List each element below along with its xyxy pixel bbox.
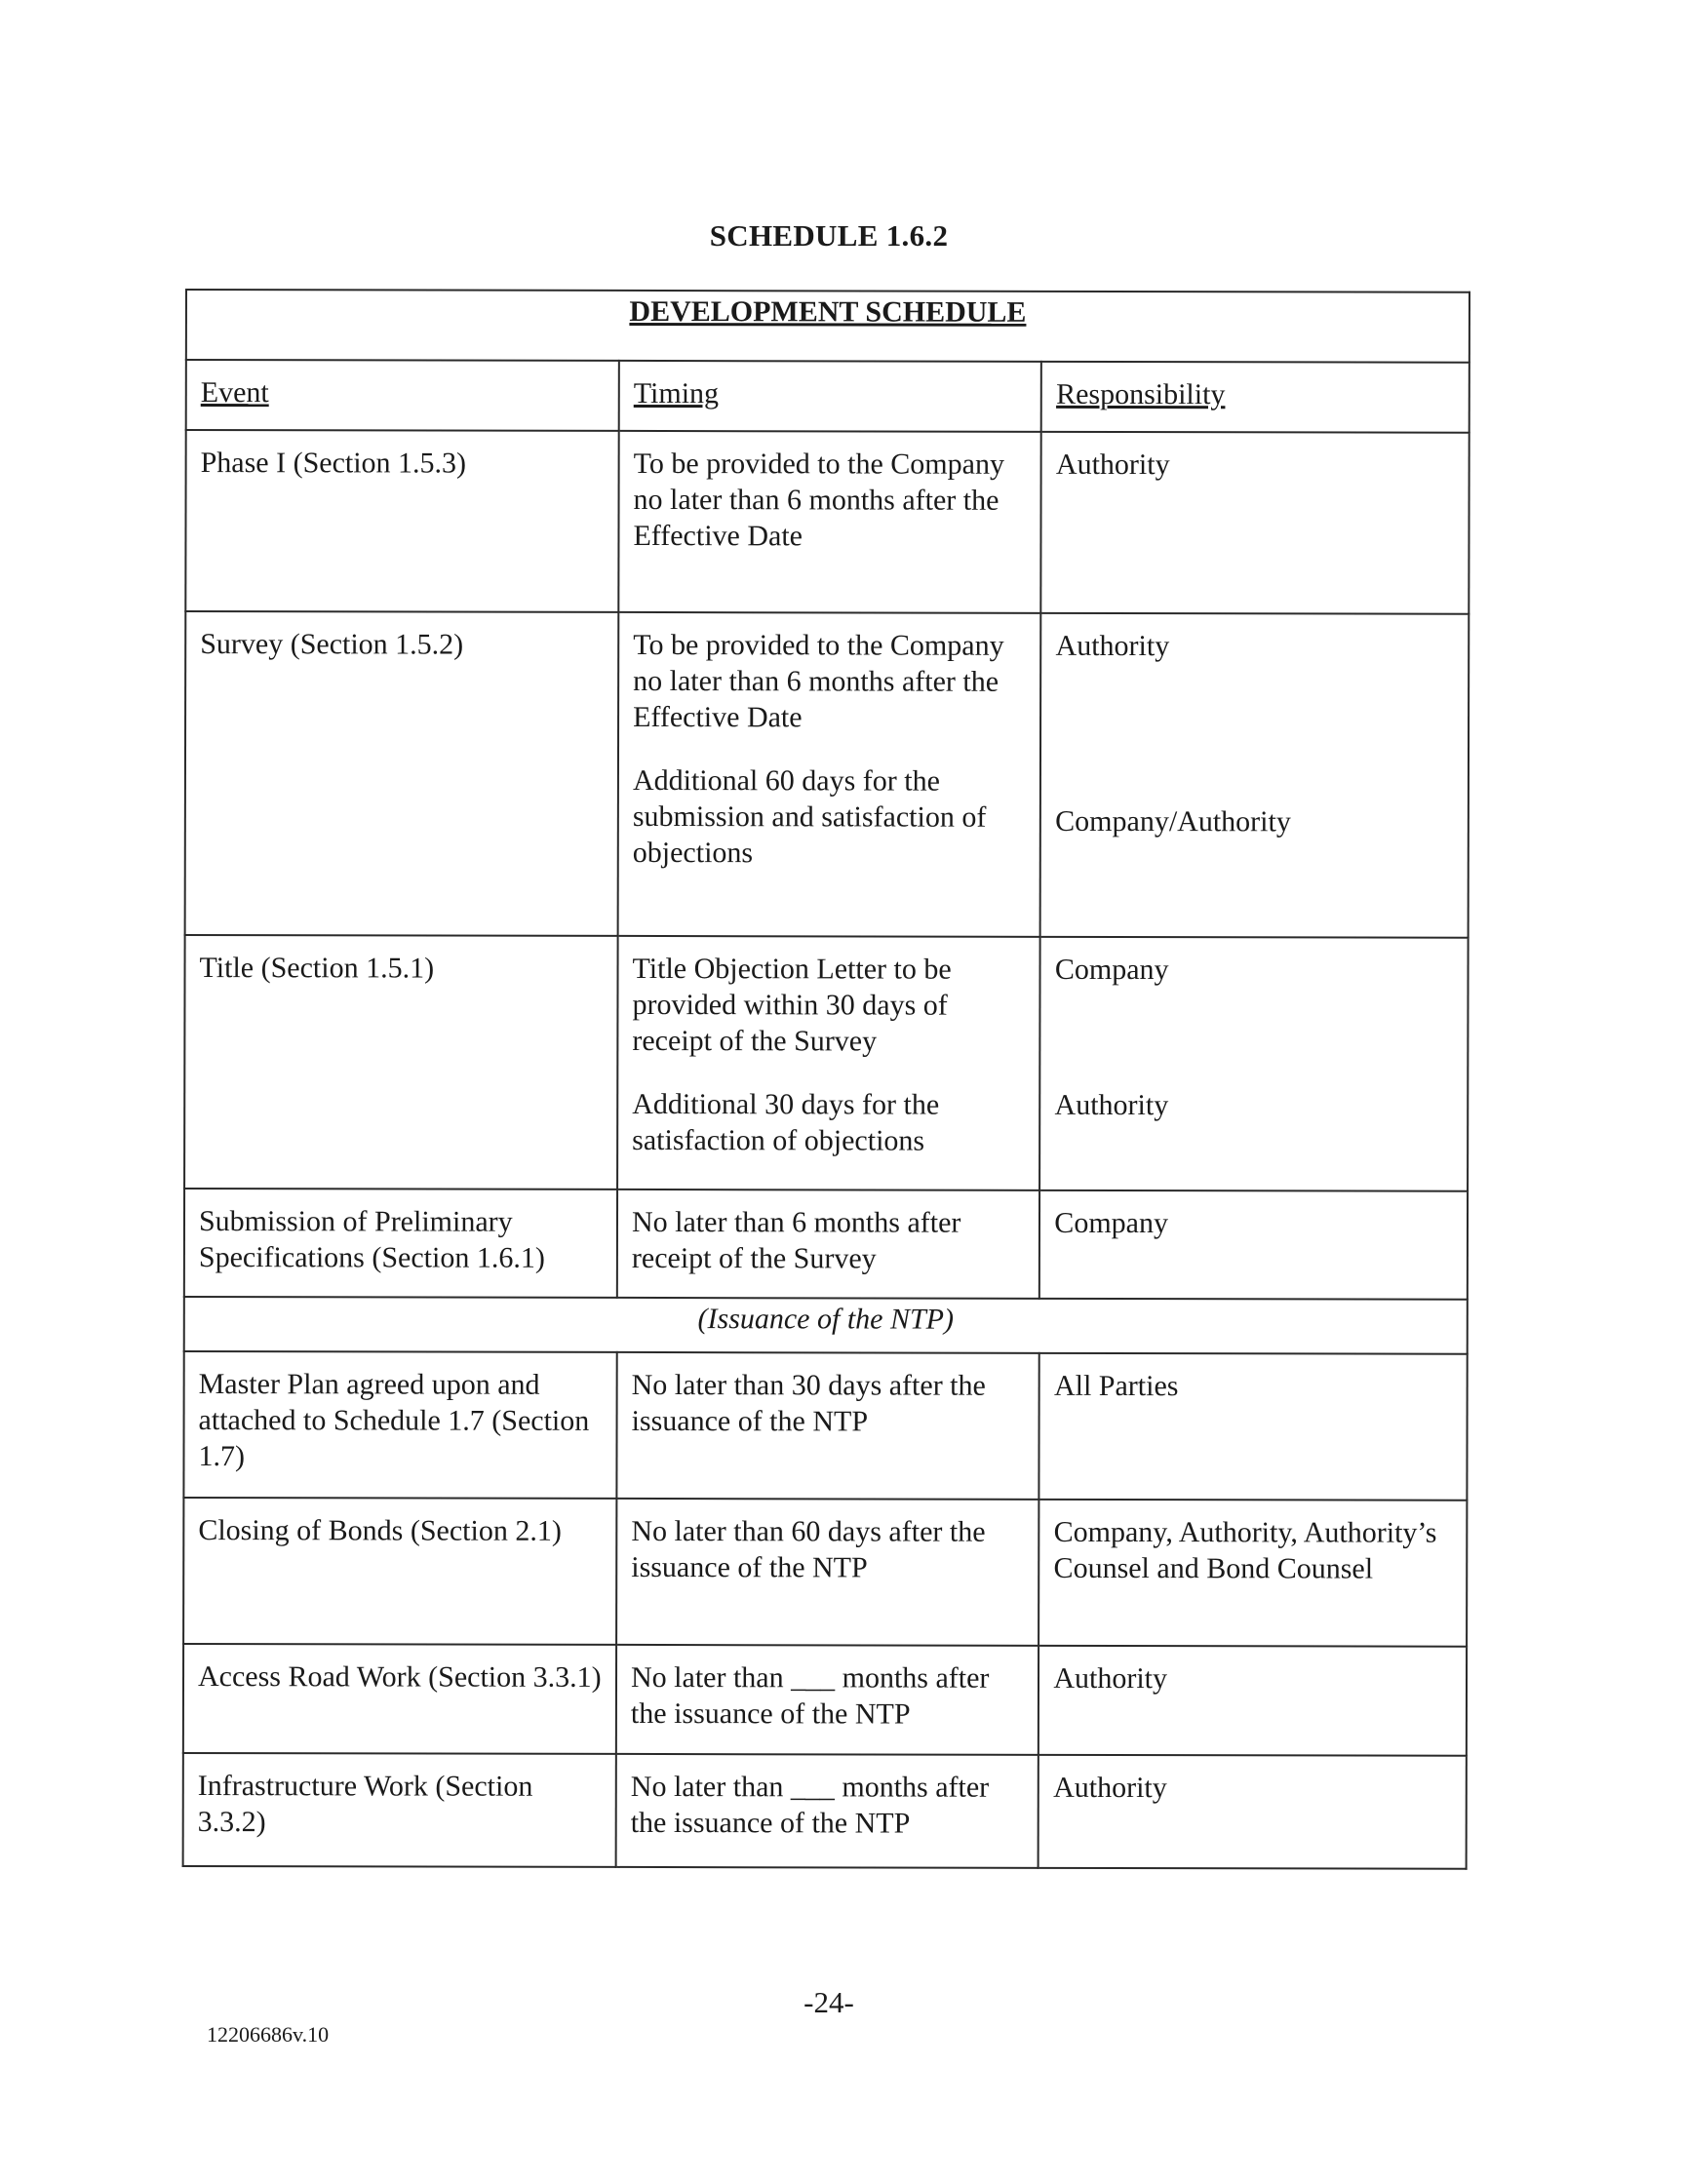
responsibility-text-secondary: Authority: [1054, 1088, 1169, 1122]
responsibility-cell: Authority: [1038, 1755, 1467, 1869]
event-cell: Survey (Section 1.5.2): [185, 611, 619, 936]
responsibility-cell: Authority: [1041, 432, 1469, 614]
table-row: [183, 1753, 1467, 1869]
responsibility-cell: Company, Authority, Authority’s Counsel and Bond Counsel: [1038, 1500, 1467, 1647]
timing-text: Title Objection Letter to be provided within 30 days of receipt of the Survey: [632, 952, 952, 1058]
page-title: SCHEDULE 1.6.2: [709, 218, 949, 253]
header-timing: [619, 361, 1041, 432]
document-id: 12206686v.10: [207, 2022, 330, 2047]
event-cell: Phase I (Section 1.5.3): [185, 430, 618, 612]
timing-cell: [618, 612, 1041, 937]
ntp-banner: (Issuance of the NTP): [184, 1297, 1468, 1354]
header-row: [186, 360, 1469, 433]
header-responsibility-label: Responsibility: [1056, 377, 1226, 411]
timing-text-secondary: Additional 60 days for the submission and satisfaction of objections: [632, 763, 987, 870]
table-row: [184, 1189, 1468, 1300]
responsibility-text: Company: [1054, 953, 1169, 987]
timing-cell: No later than 60 days after the issuance of the NTP: [616, 1499, 1039, 1646]
timing-cell: No later than 30 days after the issuance of the NTP: [616, 1352, 1039, 1500]
timing-cell: No later than ___ months after the issuance of the NTP: [616, 1754, 1039, 1868]
responsibility-cell: [1039, 937, 1468, 1191]
header-responsibility: [1041, 362, 1469, 433]
header-event-label: Event: [200, 376, 269, 410]
table-row: [184, 935, 1469, 1191]
table-title-row: [186, 290, 1469, 363]
event-cell: Master Plan agreed upon and attached to Schedule 1.7 (Section 1.7): [183, 1351, 616, 1499]
responsibility-cell: Company: [1039, 1190, 1468, 1300]
event-cell: Infrastructure Work (Section 3.3.2): [183, 1753, 616, 1867]
table-row: [183, 1644, 1467, 1756]
responsibility-cell: [1040, 613, 1469, 938]
timing-cell: To be provided to the Company no later than 6 months after the Effective Date: [618, 431, 1041, 613]
responsibility-text: Authority: [1055, 629, 1170, 663]
banner-row: [184, 1297, 1468, 1354]
responsibility-cell: Authority: [1038, 1646, 1467, 1756]
timing-text: To be provided to the Company no later than 6 months after the Effective Date: [633, 628, 1004, 734]
table-row: [185, 611, 1469, 938]
event-cell: Title (Section 1.5.1): [184, 935, 618, 1190]
table-row: [185, 430, 1469, 614]
table-row: [183, 1351, 1467, 1501]
responsibility-text-secondary: Company/Authority: [1055, 804, 1291, 838]
timing-text-secondary: Additional 30 days for the satisfaction of objections: [632, 1087, 940, 1157]
header-event: [186, 360, 619, 431]
table-title: [186, 290, 1469, 363]
table-title-text: DEVELOPMENT SCHEDULE: [629, 294, 1027, 329]
table-row: [183, 1498, 1467, 1647]
timing-cell: [617, 936, 1040, 1190]
responsibility-cell: All Parties: [1039, 1353, 1468, 1501]
development-schedule-table: [182, 289, 1470, 1870]
timing-cell: No later than ___ months after the issuance of the NTP: [616, 1645, 1039, 1755]
timing-cell: No later than 6 months after receipt of the Survey: [617, 1190, 1040, 1299]
page-number: -24-: [803, 1985, 854, 2019]
event-cell: Access Road Work (Section 3.3.1): [183, 1644, 616, 1754]
event-cell: Submission of Preliminary Specifications (Section 1.6.1): [184, 1189, 617, 1298]
header-timing-label: Timing: [633, 376, 720, 410]
event-cell: Closing of Bonds (Section 2.1): [183, 1498, 616, 1645]
